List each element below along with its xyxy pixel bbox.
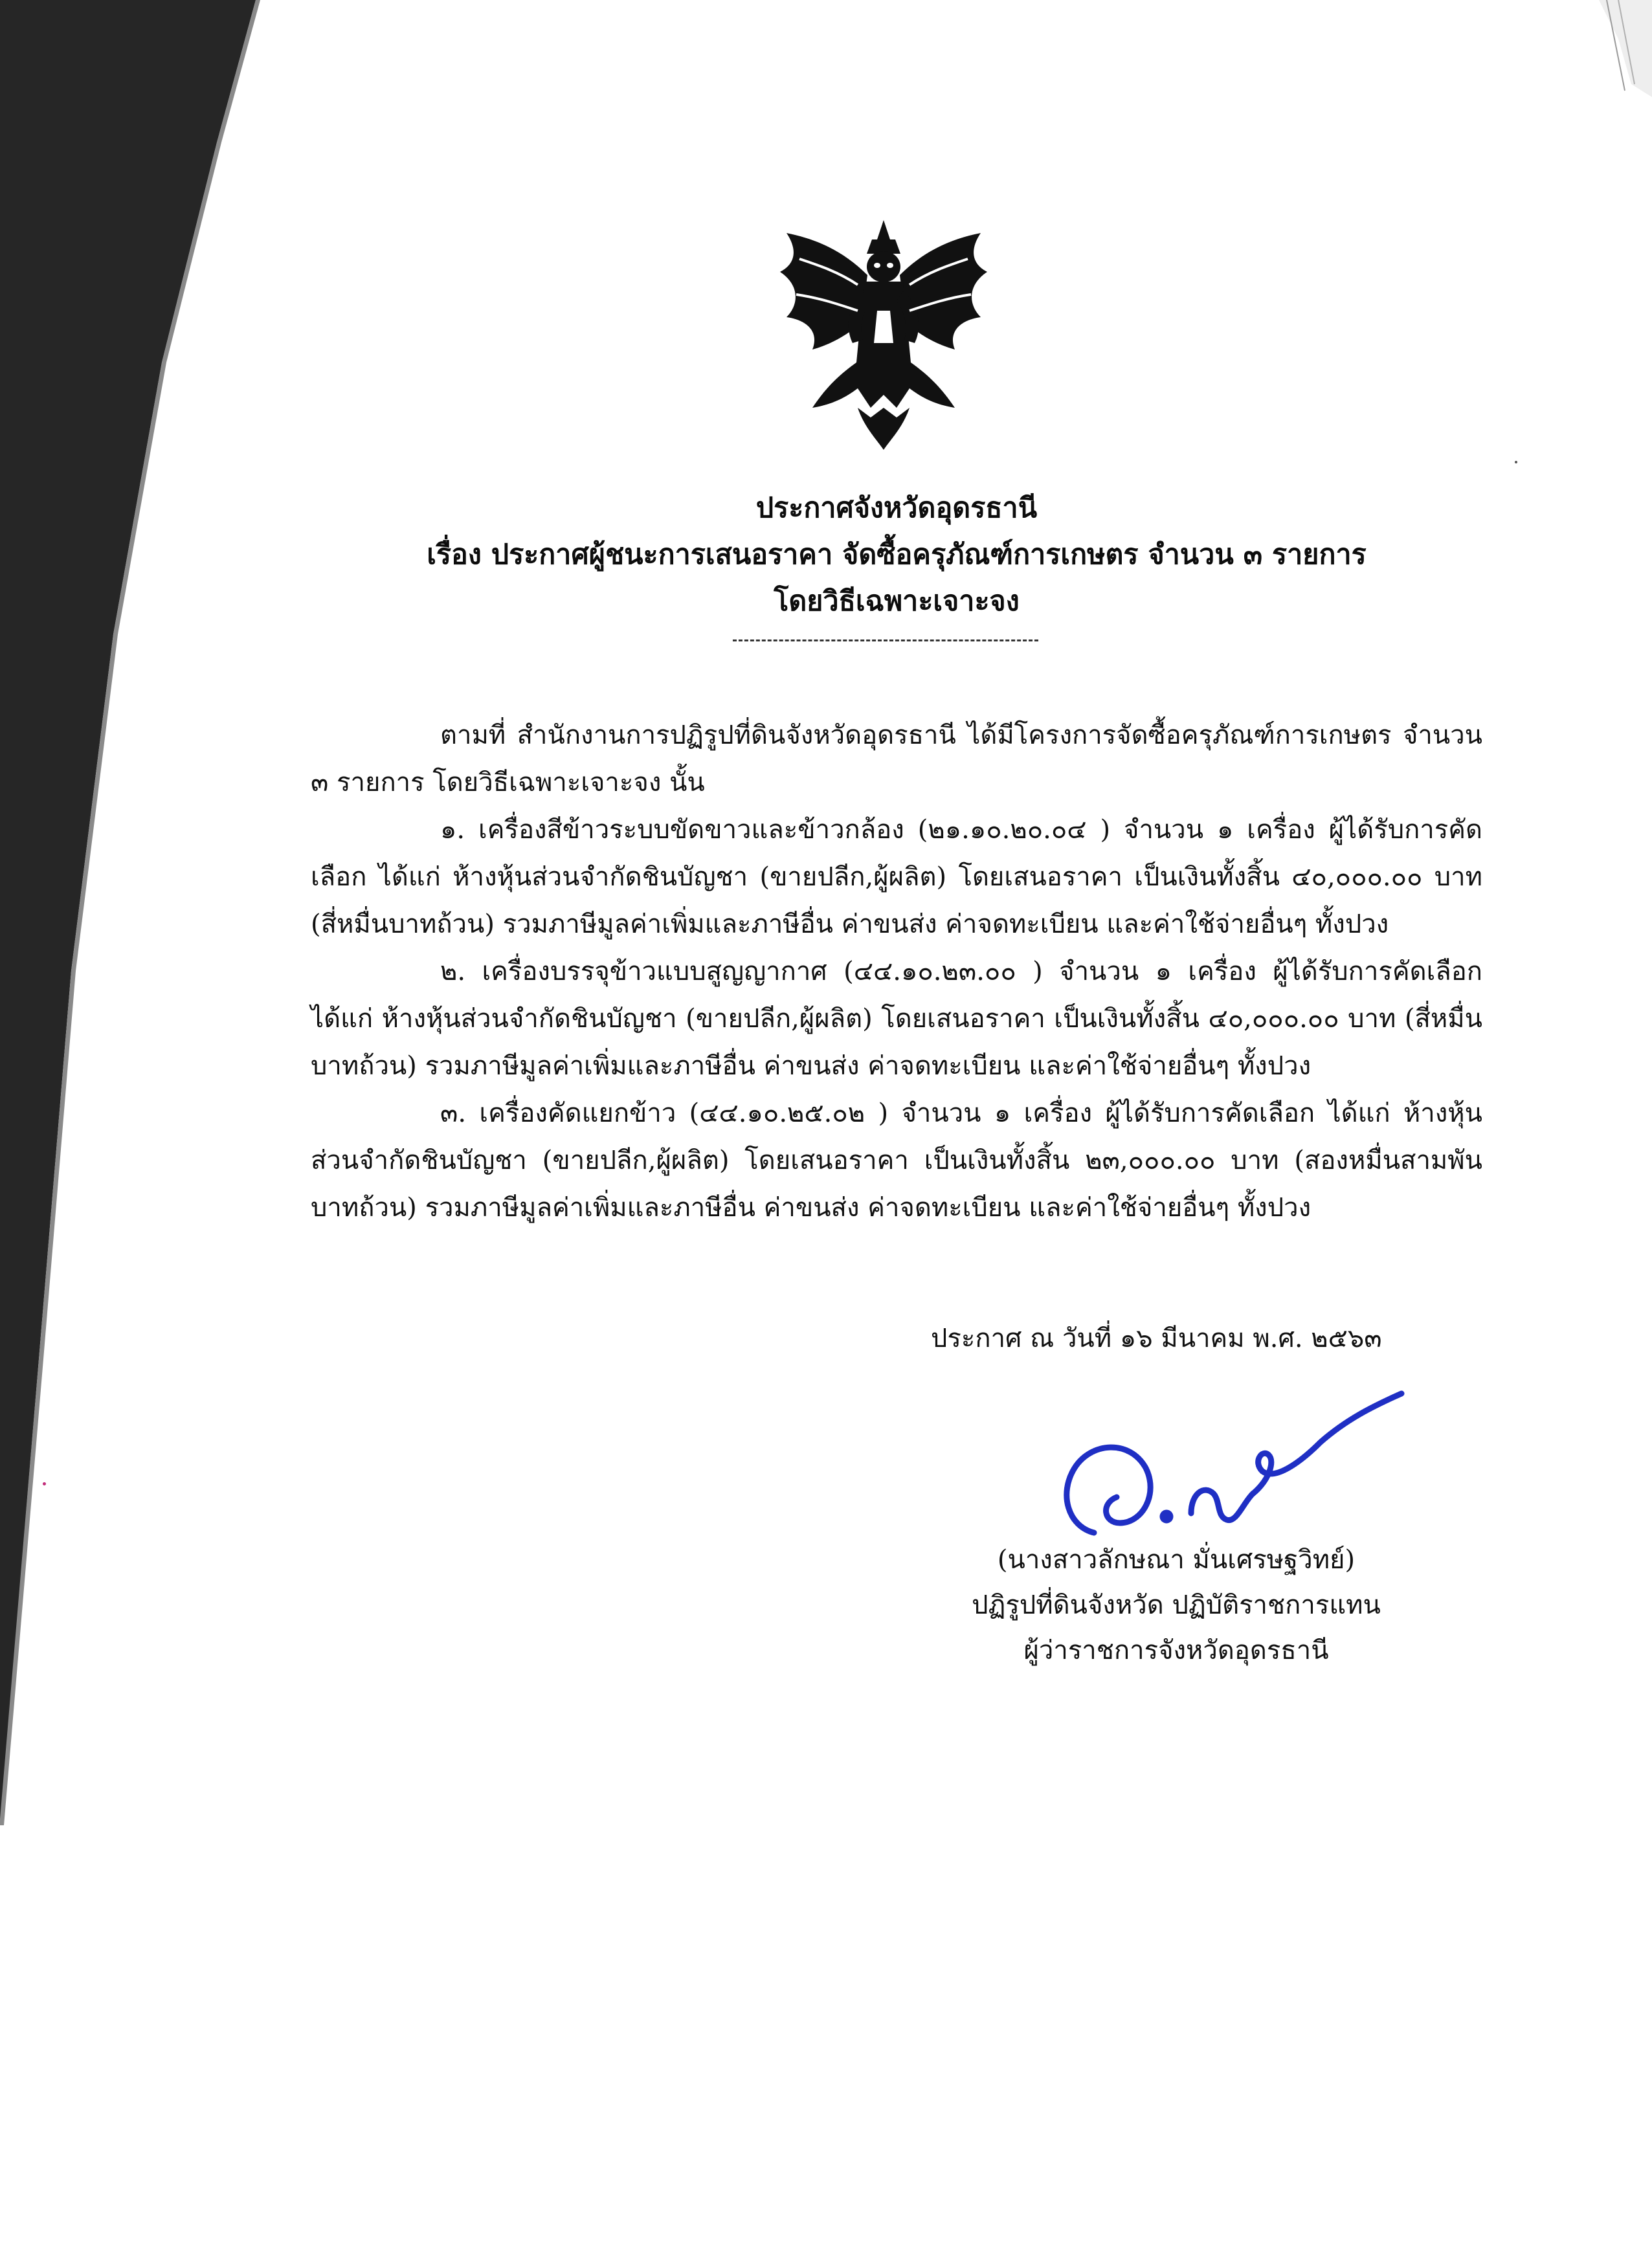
heading-divider: [733, 639, 1038, 641]
announcement-title: ประกาศจังหวัดอุดรธานี: [755, 492, 1038, 524]
garuda-emblem-icon: [774, 214, 994, 453]
signer-authority: ผู้ว่าราชการจังหวัดอุดรธานี: [1023, 1636, 1329, 1665]
scan-artifact: [43, 1482, 46, 1485]
announcement-subject: เรื่อง ประกาศผู้ชนะการเสนอราคา จัดซื้อครุภัณฑ์การเกษตร จำนวน ๓ รายการ: [427, 539, 1367, 571]
signer-position: ปฏิรูปที่ดินจังหวัด ปฏิบัติราชการแทน: [972, 1590, 1381, 1620]
signer-name: (นางสาวลักษณา มั่นเศรษฐวิทย์): [997, 1545, 1356, 1575]
intro-paragraph: ตามที่ สำนักงานการปฏิรูปที่ดินจังหวัดอุดรธานี ได้มีโครงการจัดซื้อครุภัณฑ์การเกษตร จำนวน ๓ รายการ โดยวิธีเฉพาะเจาะจง นั้น: [311, 720, 1482, 797]
announcement-date: ประกาศ ณ วันที่ ๑๖ มีนาคม พ.ศ. ๒๕๖๓: [931, 1324, 1382, 1353]
procurement-method: โดยวิธีเฉพาะเจาะจง: [774, 585, 1020, 617]
item-1-paragraph: ๑. เครื่องสีข้าวระบบขัดขาวและข้าวกล้อง (๒๑.๑๐.๒๐.๐๔ ) จำนวน ๑ เครื่อง ผู้ได้รับการคัดเลือก ได้แก่ ห้างหุ้นส่วนจำกัดชินบัญชา (ขายปลีก,ผู้ผลิต) โดยเสนอราคา เป็นเงินทั้งสิ้น ๔๐,๐๐๐.๐๐ บาท (สี่หมื่นบาทถ้วน) รวมภาษีมูลค่าเพิ่มและภาษีอื่น ค่าขนส่ง ค่าจดทะเบียน และค่าใช้จ่ายอื่นๆ ทั้งปวง: [311, 815, 1482, 939]
announcement-body: [311, 712, 1482, 1232]
item-3-paragraph: ๓. เครื่องคัดแยกข้าว (๔๔.๑๐.๒๕.๐๒ ) จำนวน ๑ เครื่อง ผู้ได้รับการคัดเลือก ได้แก่ ห้างหุ้นส่วนจำกัดชินบัญชา (ขายปลีก,ผู้ผลิต) โดยเสนอราคา เป็นเงินทั้งสิ้น ๒๓,๐๐๐.๐๐ บาท (สองหมื่นสามพันบาทถ้วน) รวมภาษีมูลค่าเพิ่มและภาษีอื่น ค่าขนส่ง ค่าจดทะเบียน และค่าใช้จ่ายอื่นๆ ทั้งปวง: [311, 1098, 1482, 1223]
item-2-paragraph: ๒. เครื่องบรรจุข้าวแบบสูญญากาศ (๔๔.๑๐.๒๓.๐๐ ) จำนวน ๑ เครื่อง ผู้ได้รับการคัดเลือก ได้แก่ ห้างหุ้นส่วนจำกัดชินบัญชา (ขายปลีก,ผู้ผลิต) โดยเสนอราคา เป็นเงินทั้งสิ้น ๔๐,๐๐๐.๐๐ บาท (สี่หมื่นบาทถ้วน) รวมภาษีมูลค่าเพิ่มและภาษีอื่น ค่าขนส่ง ค่าจดทะเบียน และค่าใช้จ่ายอื่นๆ ทั้งปวง: [311, 957, 1482, 1081]
scan-speck: [1515, 461, 1517, 463]
